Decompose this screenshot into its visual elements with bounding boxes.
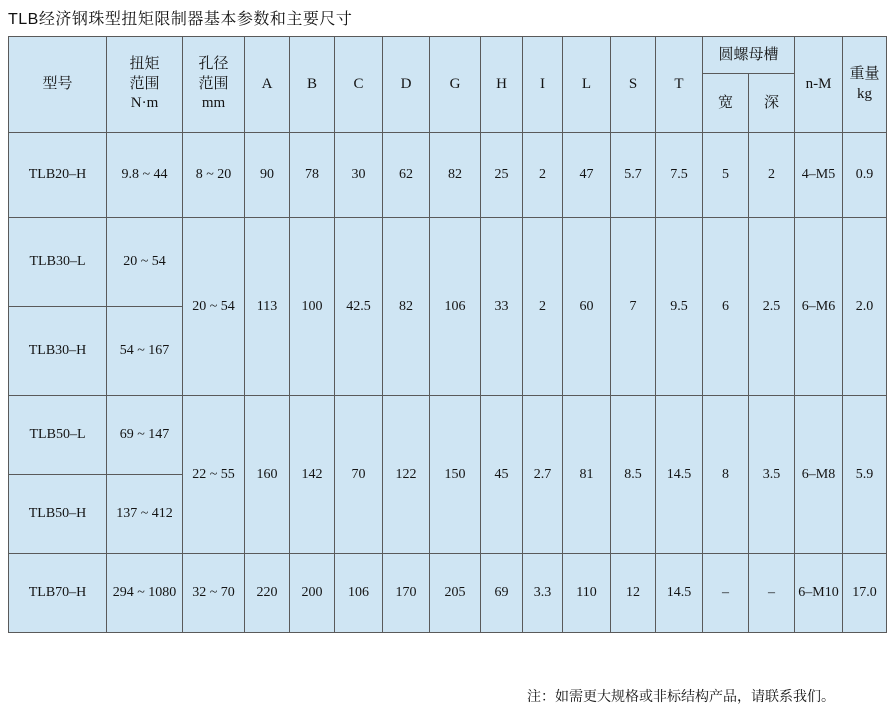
cell-bore: 8 ~ 20	[183, 133, 245, 218]
header-n-m: n-M	[795, 37, 843, 133]
cell-h: 25	[481, 133, 523, 218]
cell-weight: 5.9	[843, 396, 887, 554]
header-l: L	[563, 37, 611, 133]
cell-torque: 9.8 ~ 44	[107, 133, 183, 218]
header-h: H	[481, 37, 523, 133]
cell-t: 14.5	[656, 396, 703, 554]
cell-nut-depth: 3.5	[749, 396, 795, 554]
header-s: S	[611, 37, 656, 133]
cell-weight: 2.0	[843, 218, 887, 396]
cell-d: 170	[383, 554, 430, 633]
cell-i: 2.7	[523, 396, 563, 554]
cell-d: 62	[383, 133, 430, 218]
header-torque-line2: 范围	[129, 75, 160, 92]
table-body	[9, 133, 887, 633]
cell-b: 142	[290, 396, 335, 554]
cell-b: 100	[290, 218, 335, 396]
header-model: 型号	[9, 37, 107, 133]
table-row	[9, 396, 887, 475]
table-row	[9, 218, 887, 307]
cell-torque: 54 ~ 167	[107, 307, 183, 396]
cell-l: 81	[563, 396, 611, 554]
cell-n-m: 6–M10	[795, 554, 843, 633]
cell-s: 8.5	[611, 396, 656, 554]
cell-s: 12	[611, 554, 656, 633]
cell-torque: 294 ~ 1080	[107, 554, 183, 633]
cell-l: 110	[563, 554, 611, 633]
header-bore-line2: 范围	[198, 75, 229, 92]
cell-a: 90	[245, 133, 290, 218]
table-row	[9, 133, 887, 218]
cell-a: 220	[245, 554, 290, 633]
cell-model: TLB70–H	[9, 554, 107, 633]
header-g: G	[430, 37, 481, 133]
header-c: C	[335, 37, 383, 133]
cell-nut-depth: 2	[749, 133, 795, 218]
page-title: TLB经济钢珠型扭矩限制器基本参数和主要尺寸	[8, 11, 353, 28]
header-bore-range	[183, 37, 245, 133]
cell-bore: 20 ~ 54	[183, 218, 245, 396]
cell-torque: 20 ~ 54	[107, 218, 183, 307]
cell-h: 45	[481, 396, 523, 554]
header-nut-width: 宽	[703, 74, 749, 133]
cell-bore: 32 ~ 70	[183, 554, 245, 633]
cell-s: 5.7	[611, 133, 656, 218]
header-nut-depth: 深	[749, 74, 795, 133]
cell-c: 70	[335, 396, 383, 554]
header-d: D	[383, 37, 430, 133]
cell-c: 42.5	[335, 218, 383, 396]
header-torque-range	[107, 37, 183, 133]
cell-model: TLB30–L	[9, 218, 107, 307]
cell-a: 113	[245, 218, 290, 396]
header-bore-line3: mm	[201, 95, 226, 112]
cell-torque: 137 ~ 412	[107, 475, 183, 554]
cell-nut-width: 8	[703, 396, 749, 554]
cell-h: 69	[481, 554, 523, 633]
header-torque-line1: 扭矩	[129, 56, 160, 73]
cell-b: 200	[290, 554, 335, 633]
cell-nut-width: 5	[703, 133, 749, 218]
cell-model: TLB50–L	[9, 396, 107, 475]
cell-model: TLB50–H	[9, 475, 107, 554]
cell-t: 14.5	[656, 554, 703, 633]
cell-b: 78	[290, 133, 335, 218]
cell-bore: 22 ~ 55	[183, 396, 245, 554]
cell-i: 2	[523, 218, 563, 396]
cell-nut-width: –	[703, 554, 749, 633]
cell-t: 9.5	[656, 218, 703, 396]
cell-t: 7.5	[656, 133, 703, 218]
cell-g: 82	[430, 133, 481, 218]
header-a: A	[245, 37, 290, 133]
cell-c: 30	[335, 133, 383, 218]
cell-d: 82	[383, 218, 430, 396]
cell-torque: 69 ~ 147	[107, 396, 183, 475]
cell-c: 106	[335, 554, 383, 633]
spec-table	[8, 36, 887, 633]
cell-n-m: 6–M8	[795, 396, 843, 554]
cell-l: 47	[563, 133, 611, 218]
cell-weight: 17.0	[843, 554, 887, 633]
cell-a: 160	[245, 396, 290, 554]
header-b: B	[290, 37, 335, 133]
cell-l: 60	[563, 218, 611, 396]
cell-weight: 0.9	[843, 133, 887, 218]
cell-s: 7	[611, 218, 656, 396]
spec-table-container	[8, 36, 880, 633]
header-bore-line1: 孔径	[198, 56, 229, 73]
header-nut-groove: 圆螺母槽	[703, 37, 795, 74]
cell-model: TLB30–H	[9, 307, 107, 396]
footer-note: 注：如需更大规格或非标结构产品，请联系我们。	[527, 688, 835, 704]
cell-i: 2	[523, 133, 563, 218]
table-header	[9, 37, 887, 133]
header-torque-line3: N·m	[130, 95, 159, 112]
cell-nut-width: 6	[703, 218, 749, 396]
header-row-top	[9, 37, 887, 74]
table-row	[9, 554, 887, 633]
header-weight	[843, 37, 887, 133]
cell-g: 106	[430, 218, 481, 396]
cell-g: 205	[430, 554, 481, 633]
header-t: T	[656, 37, 703, 133]
cell-i: 3.3	[523, 554, 563, 633]
header-weight-line2: kg	[857, 85, 873, 102]
cell-n-m: 4–M5	[795, 133, 843, 218]
cell-nut-depth: 2.5	[749, 218, 795, 396]
header-i: I	[523, 37, 563, 133]
cell-d: 122	[383, 396, 430, 554]
cell-g: 150	[430, 396, 481, 554]
cell-h: 33	[481, 218, 523, 396]
header-weight-line1: 重量	[849, 66, 880, 82]
cell-model: TLB20–H	[9, 133, 107, 218]
cell-n-m: 6–M6	[795, 218, 843, 396]
cell-nut-depth: –	[749, 554, 795, 633]
